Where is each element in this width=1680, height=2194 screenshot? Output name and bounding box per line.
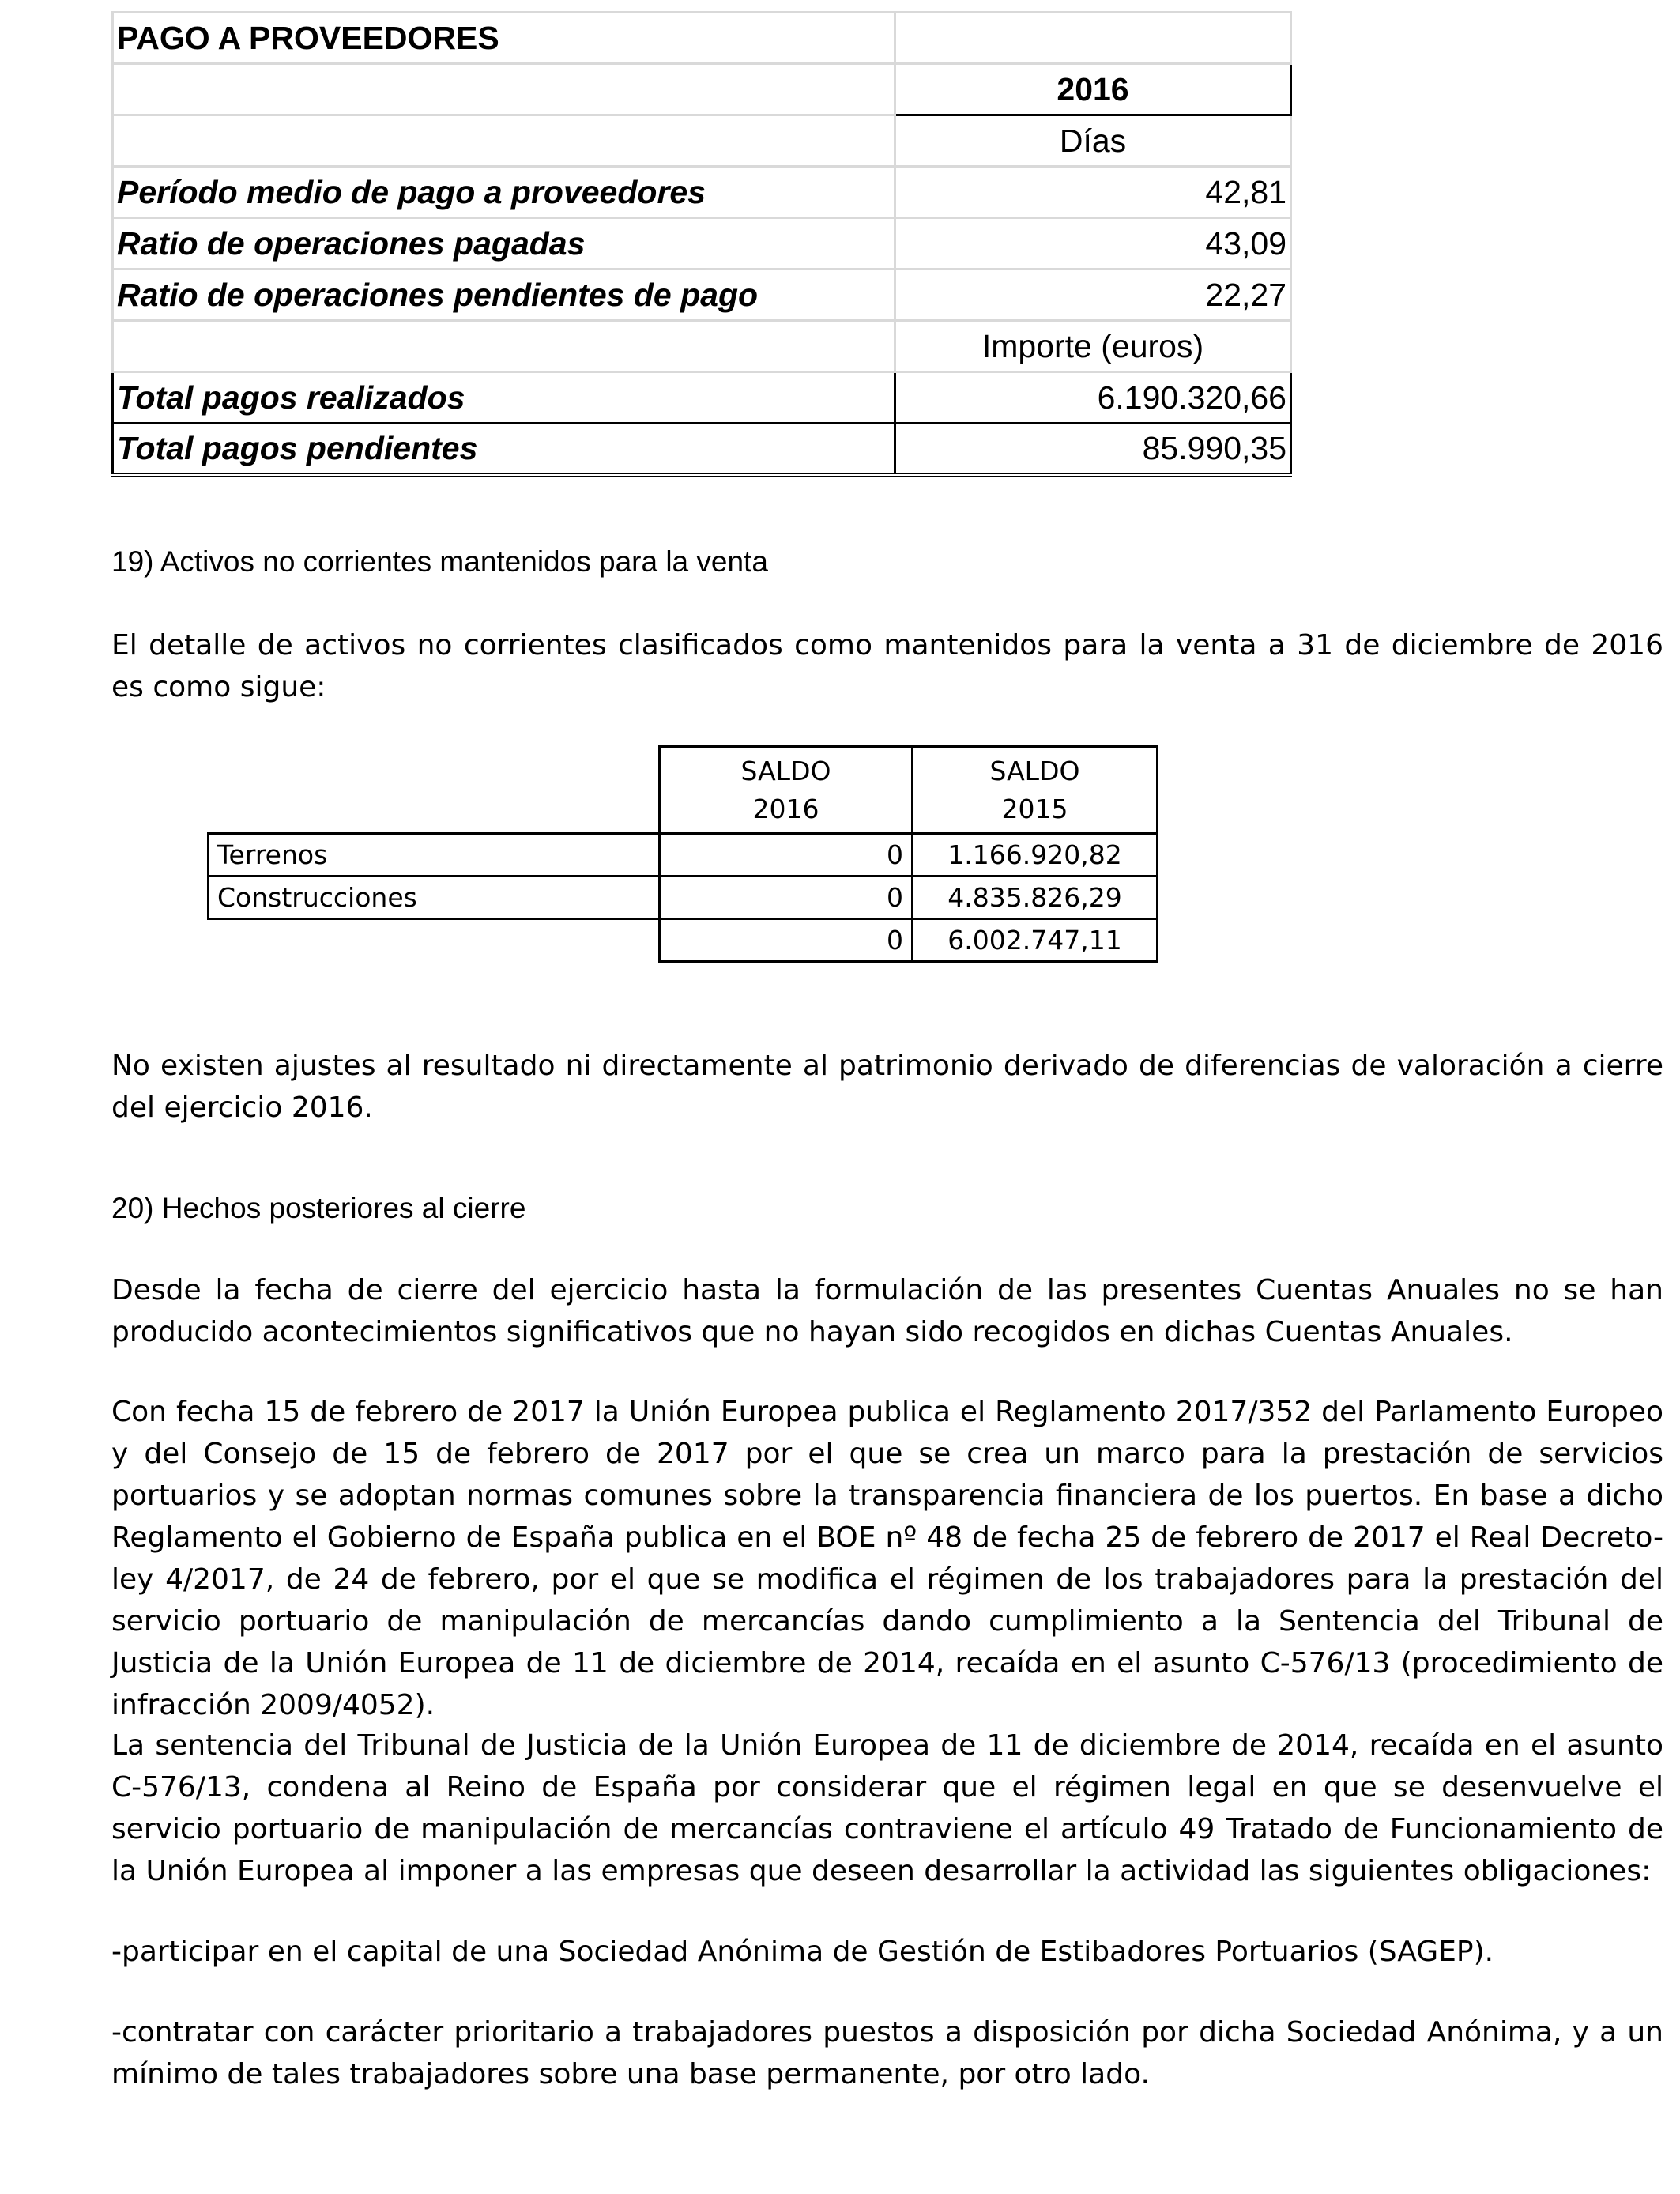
- empty-cell: [895, 13, 1291, 64]
- table-row: [113, 372, 1291, 424]
- empty-cell: [209, 919, 660, 962]
- value-2015: 1.166.920,82: [913, 834, 1158, 876]
- value-2015: 4.835.826,29: [913, 876, 1158, 919]
- row-label: Ratio de operaciones pendientes de pago: [113, 270, 895, 321]
- table-row: [113, 270, 1291, 321]
- total-value: 6.190.320,66: [895, 372, 1291, 424]
- section-19-heading: 19) Activos no corrientes mantenidos para la venta: [111, 545, 768, 578]
- col-header-line: 2015: [1001, 793, 1068, 824]
- value-2016: 0: [660, 834, 913, 876]
- section-20-p4: -participar en el capital de una Sociedad Anónima de Gestión de Estibadores Portuarios (SAGEP).: [111, 1936, 1494, 1968]
- empty-cell: [209, 747, 660, 834]
- table-row: [113, 424, 1291, 475]
- total-2015: 6.002.747,11: [913, 919, 1158, 962]
- total-2016: 0: [660, 919, 913, 962]
- pago-title: PAGO A PROVEEDORES: [113, 13, 895, 64]
- row-label: Ratio de operaciones pagadas: [113, 218, 895, 270]
- pago-proveedores-table: [111, 11, 1292, 477]
- table-row: [209, 876, 1158, 919]
- table-row: [113, 218, 1291, 270]
- row-label: Terrenos: [209, 834, 660, 876]
- activos-table: [207, 745, 1158, 963]
- unit-amount: Importe (euros): [895, 321, 1291, 372]
- unit-days: Días: [895, 115, 1291, 167]
- col-header-line: SALDO: [989, 755, 1080, 786]
- empty-cell: [113, 321, 895, 372]
- section-19-intro: El detalle de activos no corrientes clasificados como mantenidos para la venta a 31 de diciembre de 2016 es como sigue:: [111, 629, 1663, 703]
- empty-cell: [113, 115, 895, 167]
- col-header-2016: [660, 747, 913, 834]
- col-header-line: SALDO: [740, 755, 831, 786]
- section-20-p3: La sentencia del Tribunal de Justicia de la Unión Europea de 11 de diciembre de 2014, recaída en el asunto C-576/13, condena al Reino de España por considerar que el régimen legal en que se desenvuelve el servicio portuario de manipulación de mercancías contraviene el artículo 49 Tratado de Funcionamiento de la Unión Europea al imponer a las empresas que deseen desarrollar la actividad las siguientes obligaciones:: [111, 1729, 1663, 1887]
- value-2016: 0: [660, 876, 913, 919]
- total-label: Total pagos realizados: [113, 372, 895, 424]
- total-value: 85.990,35: [895, 424, 1291, 475]
- year-header: 2016: [895, 64, 1291, 115]
- table-row: [209, 834, 1158, 876]
- section-20-p5: -contratar con carácter prioritario a trabajadores puestos a disposición por dicha Sociedad Anónima, y a un mínimo de tales trabajadores sobre una base permanente, por otro lado.: [111, 2016, 1663, 2090]
- table-row-total: [209, 919, 1158, 962]
- row-label: Período medio de pago a proveedores: [113, 167, 895, 218]
- col-header-2015: [913, 747, 1158, 834]
- total-label: Total pagos pendientes: [113, 424, 895, 475]
- col-header-line: 2016: [752, 793, 819, 824]
- row-label: Construcciones: [209, 876, 660, 919]
- section-20-heading: 20) Hechos posteriores al cierre: [111, 1192, 526, 1224]
- row-value: 22,27: [895, 270, 1291, 321]
- row-value: 43,09: [895, 218, 1291, 270]
- table-row: [113, 167, 1291, 218]
- empty-cell: [113, 64, 895, 115]
- section-20-p1: Desde la fecha de cierre del ejercicio hasta la formulación de las presentes Cuentas Anuales no se han producido acontecimientos significativos que no hayan sido recogidos en dichas Cuentas Anuales.: [111, 1274, 1663, 1348]
- row-value: 42,81: [895, 167, 1291, 218]
- section-19-note: No existen ajustes al resultado ni directamente al patrimonio derivado de diferencias de valoración a cierre del ejercicio 2016.: [111, 1050, 1663, 1124]
- section-20-p2: Con fecha 15 de febrero de 2017 la Unión Europea publica el Reglamento 2017/352 del Parlamento Europeo y del Consejo de 15 de febrero de 2017 por el que se crea un marco para la prestación de servicios portuarios y se adoptan normas comunes sobre la transparencia financiera de los puertos. En base a dicho Reglamento el Gobierno de España publica en el BOE nº 48 de fecha 25 de febrero de 2017 el Real Decreto-ley 4/2017, de 24 de febrero, por el que se modifica el régimen de los trabajadores para la prestación del servicio portuario de manipulación de mercancías dando cumplimiento a la Sentencia del Tribunal de Justicia de la Unión Europea de 11 de diciembre de 2014, recaída en el asunto C-576/13 (procedimiento de infracción 2009/4052).: [111, 1396, 1663, 1721]
